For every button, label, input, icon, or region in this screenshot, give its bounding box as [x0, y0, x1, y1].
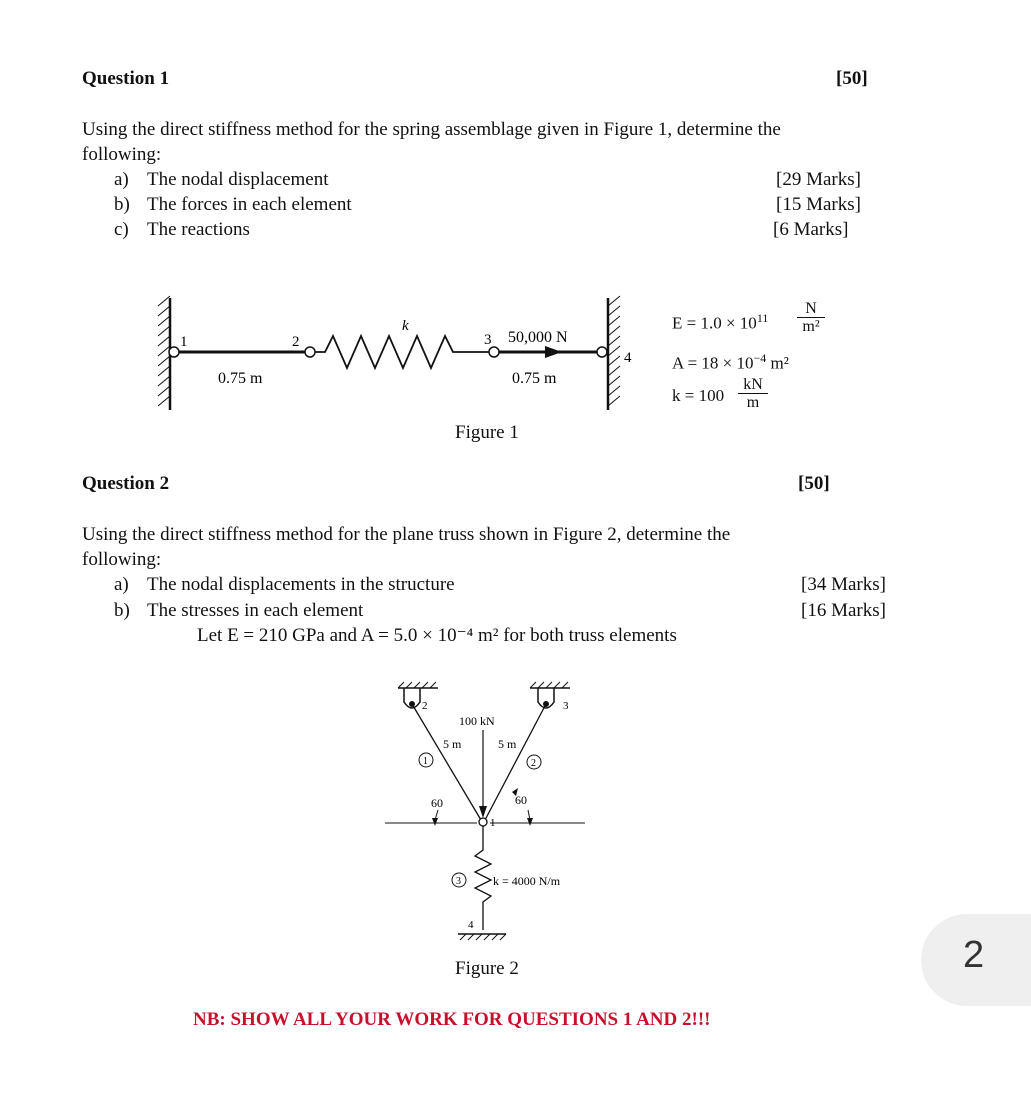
q1-item-b-text: The forces in each element [147, 194, 352, 215]
figure1-diagram [150, 290, 650, 420]
q1-item-c-text: The reactions [147, 219, 250, 240]
node-1 [479, 818, 487, 826]
fig2-length-left: 5 m [443, 737, 462, 751]
figure2-diagram [380, 680, 600, 950]
fig2-length-right: 5 m [498, 737, 517, 751]
q1-item-c-letter: c) [114, 219, 129, 240]
figure2-caption: Figure 2 [455, 958, 519, 979]
q2-title: Question 2 [82, 473, 170, 494]
q1-intro-line2: following: [82, 144, 162, 165]
fig1-A-property: $A = 18 \times 10^{-4}$ m² [672, 351, 789, 373]
q2-item-b-marks: [16 Marks] [801, 600, 886, 621]
fig1-k-unit: kN m [738, 376, 768, 411]
support-4-hatch [460, 934, 506, 940]
fig2-element3-label: 3 [456, 876, 461, 887]
fig2-node2-label: 2 [422, 700, 428, 712]
page-number: 2 [963, 934, 985, 976]
fig1-node1-label: 1 [180, 334, 188, 350]
q1-marks: [50] [836, 68, 868, 89]
fig1-spring-label: k [402, 318, 409, 334]
fig2-node3-label: 3 [563, 700, 569, 712]
support-2-hatch [398, 682, 436, 688]
q1-item-a-marks: [29 Marks] [776, 169, 861, 190]
angle-left-arrowhead [432, 818, 438, 826]
q2-let-line: Let E = 210 GPa and A = 5.0 × 10⁻⁴ m² for both truss elements [197, 625, 677, 646]
node-1 [169, 347, 179, 357]
q1-intro-line1: Using the direct stiffness method for the spring assemblage given in Figure 1, determine the [82, 119, 781, 140]
support-3-hatch [530, 682, 568, 688]
q1-item-c-marks: [6 Marks] [773, 219, 849, 240]
fig2-node4-label: 4 [468, 919, 474, 931]
q1-item-b-marks: [15 Marks] [776, 194, 861, 215]
fig1-k-property: k = 100 [672, 386, 725, 405]
q1-item-a-text: The nodal displacement [147, 169, 329, 190]
left-wall-hatch [158, 296, 170, 406]
q2-marks: [50] [798, 473, 830, 494]
q1-item-b-letter: b) [114, 194, 130, 215]
node-4 [597, 347, 607, 357]
q2-item-b-letter: b) [114, 600, 130, 621]
spring-element [315, 336, 490, 368]
fig2-node1-label: 1 [490, 817, 496, 829]
fig2-load-label: 100 kN [459, 714, 495, 728]
q1-title: Question 1 [82, 68, 170, 89]
fig1-node4-label: 4 [624, 350, 632, 366]
q2-item-a-marks: [34 Marks] [801, 574, 886, 595]
fig1-node2-label: 2 [292, 334, 300, 350]
q2-item-b-text: The stresses in each element [147, 600, 364, 621]
angle-right-arrowhead [527, 818, 533, 826]
q1-item-a-letter: a) [114, 169, 129, 190]
fig1-length-right: 0.75 m [512, 370, 557, 387]
nb-notice: NB: SHOW ALL YOUR WORK FOR QUESTIONS 1 AND 2!!! [193, 1009, 711, 1030]
node-2 [305, 347, 315, 357]
fig1-node3-label: 3 [484, 332, 492, 348]
force-arrow [545, 346, 562, 358]
q2-item-a-text: The nodal displacements in the structure [147, 574, 455, 595]
q2-item-a-letter: a) [114, 574, 129, 595]
figure1-caption: Figure 1 [455, 422, 519, 443]
fig2-angle-right: 60 [515, 793, 527, 807]
spring-element-3 [475, 826, 491, 930]
load-arrow-head [479, 806, 487, 818]
fig1-force-label: 50,000 N [508, 329, 568, 346]
right-wall-hatch [608, 296, 620, 406]
fig2-element1-label: 1 [423, 756, 428, 767]
fig1-E-property: $E = 1.0 \times 10^{11}$ [672, 311, 769, 333]
fig2-spring-label: k = 4000 N/m [493, 874, 561, 888]
q2-intro-line1: Using the direct stiffness method for the plane truss shown in Figure 2, determine the [82, 524, 731, 545]
q2-intro-line2: following: [82, 549, 162, 570]
fig1-E-unit: N m² [797, 300, 825, 335]
fig2-angle-left: 60 [431, 796, 443, 810]
node-3 [489, 347, 499, 357]
fig1-length-left: 0.75 m [218, 370, 263, 387]
fig2-element2-label: 2 [531, 758, 536, 769]
